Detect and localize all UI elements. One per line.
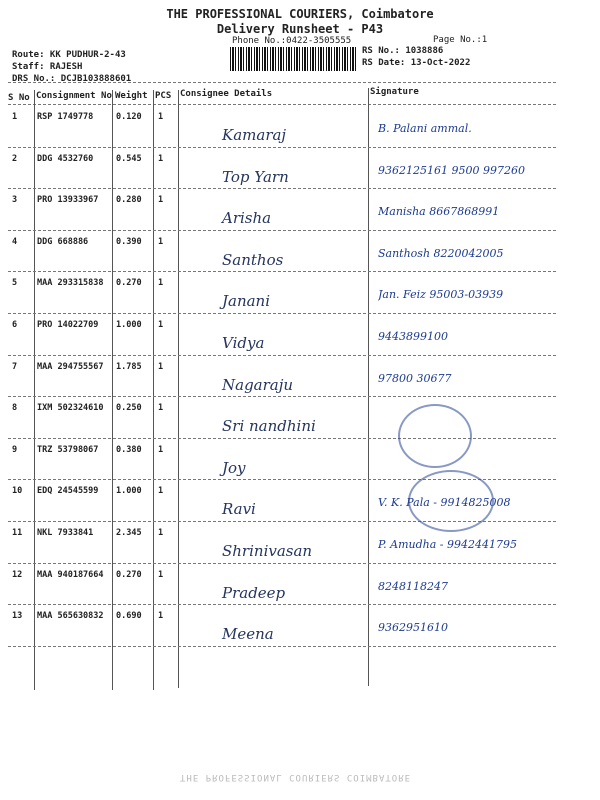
row-sno: 7: [12, 361, 18, 372]
row-weight: 1.785: [116, 361, 142, 372]
drs-number: DRS No.: DCJB103888601: [12, 74, 132, 84]
col-pcs: PCS: [155, 91, 172, 101]
row-consignment-no: EDQ 24545599: [37, 486, 99, 497]
route-label: Route: KK PUDHUR-2-43: [12, 50, 126, 60]
col-divider: [112, 90, 113, 690]
row-consignee-name: Vidya: [222, 334, 265, 352]
row-consignee-name: Sri nandhini: [222, 417, 316, 436]
row-separator: [8, 313, 556, 314]
row-pcs: 1: [158, 611, 164, 622]
row-signature: V. K. Pala - 9914825008: [378, 496, 511, 510]
col-weight: Weight: [115, 91, 148, 101]
row-consignment-no: IXM 502324610: [37, 403, 104, 414]
col-divider: [368, 88, 369, 686]
row-sno: 4: [12, 236, 18, 247]
row-separator: [8, 563, 556, 564]
row-signature: 8248118247: [378, 579, 448, 593]
row-separator: [8, 230, 556, 231]
row-weight: 0.280: [116, 195, 142, 206]
row-consignment-no: MAA 294755567: [37, 361, 104, 372]
row-signature: 9443899100: [378, 330, 448, 343]
runsheet-subtitle: Delivery Runsheet - P43: [216, 22, 384, 36]
row-consignee-name: Ravi: [222, 500, 256, 519]
row-sno: 1: [12, 112, 18, 122]
row-consignee-name: Janani: [222, 292, 271, 311]
row-signature: 9362951610: [378, 621, 448, 635]
row-consignment-no: MAA 565630832: [37, 611, 104, 622]
row-weight: 0.270: [116, 278, 142, 289]
rs-date: RS Date: 13-Oct-2022: [362, 58, 471, 68]
row-separator: [8, 604, 556, 605]
row-weight: 0.120: [116, 112, 142, 122]
row-pcs: 1: [158, 112, 164, 122]
row-separator: [8, 646, 556, 647]
row-sno: 9: [12, 444, 18, 455]
stamp-seal: [408, 470, 494, 532]
company-title: THE PROFESSIONAL COURIERS, Coimbatore: [166, 7, 434, 21]
col-divider: [178, 90, 179, 688]
row-consignee-name: Santhos: [222, 250, 284, 269]
row-sno: 5: [12, 278, 18, 289]
row-signature: 97800 30677: [378, 371, 452, 385]
row-consignee-name: Top Yarn: [222, 167, 289, 186]
row-pcs: 1: [158, 486, 164, 497]
row-consignee-name: Joy: [222, 458, 246, 477]
row-consignee-name: Pradeep: [222, 583, 286, 602]
row-pcs: 1: [158, 361, 164, 372]
row-separator: [8, 271, 556, 272]
row-sno: 11: [12, 528, 23, 538]
row-sno: 12: [12, 569, 23, 580]
row-sno: 2: [12, 153, 18, 164]
row-pcs: 1: [158, 528, 164, 538]
barcode-image: [230, 47, 356, 71]
row-pcs: 1: [158, 403, 164, 414]
row-consignment-no: MAA 940187664: [37, 569, 104, 580]
row-consignee-name: Kamaraj: [222, 126, 287, 144]
row-consignment-no: PRO 14022709: [37, 320, 99, 330]
staff-label: Staff: RAJESH: [12, 62, 83, 72]
row-consignment-no: MAA 293315838: [37, 278, 104, 289]
row-separator: [8, 396, 556, 397]
row-signature: B. Palani ammal.: [378, 122, 472, 135]
row-consignee-name: Meena: [222, 625, 274, 644]
col-divider: [153, 90, 154, 690]
row-weight: 1.000: [116, 486, 142, 497]
row-signature: Santhosh 8220042005: [378, 246, 504, 260]
row-sno: 8: [12, 403, 18, 414]
row-weight: 0.250: [116, 403, 142, 414]
row-pcs: 1: [158, 444, 164, 455]
col-consignee-details: Consignee Details: [180, 89, 273, 99]
row-separator: [8, 147, 556, 148]
rs-number: RS No.: 1038886: [362, 46, 444, 56]
row-signature: P. Amudha - 9942441795: [378, 538, 518, 551]
row-signature: Jan. Feiz 95003-03939: [378, 288, 504, 302]
row-separator: [8, 355, 556, 356]
row-pcs: 1: [158, 153, 164, 164]
col-sno: S No: [8, 93, 30, 103]
header-bottom-rule: [8, 104, 556, 105]
table-top-rule: [8, 82, 556, 83]
row-consignment-no: PRO 13933967: [37, 195, 99, 206]
row-sno: 3: [12, 195, 18, 206]
row-weight: 0.270: [116, 569, 142, 580]
row-consignee-name: Arisha: [222, 209, 272, 228]
row-weight: 0.390: [116, 236, 142, 247]
row-sno: 10: [12, 486, 23, 497]
phone-number: Phone No.:0422-3505555: [232, 36, 352, 46]
row-consignment-no: RSP 1749778: [37, 112, 94, 122]
row-sno: 13: [12, 611, 23, 622]
bleed-through-text: THE PROFESSIONAL COURIERS COIMBATORE: [180, 772, 412, 782]
row-separator: [8, 188, 556, 189]
row-weight: 0.380: [116, 444, 142, 455]
row-signature: 9362125161 9500 997260: [378, 163, 525, 177]
row-consignment-no: TRZ 53798067: [37, 444, 99, 455]
row-consignee-name: Shrinivasan: [222, 542, 313, 560]
row-consignment-no: NKL 7933841: [37, 528, 94, 538]
row-weight: 1.000: [116, 320, 142, 330]
row-signature: Manisha 8667868991: [378, 205, 500, 219]
row-pcs: 1: [158, 195, 164, 206]
row-weight: 0.545: [116, 153, 142, 164]
col-divider: [34, 90, 35, 690]
row-weight: 0.690: [116, 611, 142, 622]
row-consignee-name: Nagaraju: [222, 375, 294, 394]
row-pcs: 1: [158, 320, 164, 330]
col-signature: Signature: [370, 87, 419, 97]
col-consignment: Consignment No: [36, 91, 112, 101]
row-separator: [8, 438, 556, 439]
row-pcs: 1: [158, 569, 164, 580]
row-consignment-no: DDG 4532760: [37, 153, 94, 164]
row-pcs: 1: [158, 278, 164, 289]
row-weight: 2.345: [116, 528, 142, 538]
row-pcs: 1: [158, 236, 164, 247]
row-sno: 6: [12, 320, 18, 330]
row-consignment-no: DDG 668886: [37, 236, 89, 247]
page-number: Page No.:1: [433, 35, 488, 45]
stamp-seal: [398, 404, 472, 468]
